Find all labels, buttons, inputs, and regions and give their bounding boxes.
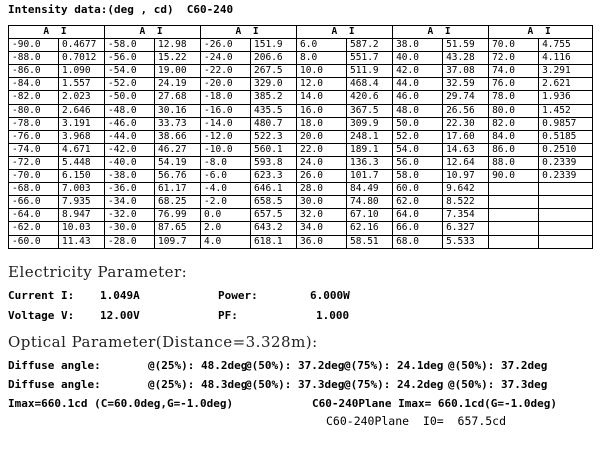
angle-cell: -10.0 — [201, 143, 251, 156]
angle-cell: 86.0 — [489, 143, 539, 156]
intensity-cell: 329.0 — [251, 78, 297, 91]
angle-cell: 30.0 — [297, 196, 347, 209]
intensity-cell: 7.935 — [59, 196, 105, 209]
table-row — [9, 156, 593, 169]
intensity-cell: 3.291 — [539, 65, 593, 78]
angle-cell: 0.0 — [201, 209, 251, 222]
intensity-cell: 593.8 — [251, 156, 297, 169]
angle-cell: -28.0 — [105, 235, 155, 248]
intensity-cell: 0.5185 — [539, 130, 593, 143]
intensity-cell — [539, 196, 593, 209]
intensity-cell: 367.5 — [347, 104, 393, 117]
intensity-heading: Intensity data:(deg , cd) C60-240 — [8, 3, 234, 16]
angle-cell: -66.0 — [9, 196, 59, 209]
column-group-header: A I — [105, 26, 201, 39]
angle-cell: 34.0 — [297, 222, 347, 235]
intensity-cell: 522.3 — [251, 130, 297, 143]
intensity-cell: 61.17 — [155, 183, 201, 196]
angle-cell — [489, 183, 539, 196]
intensity-cell: 7.003 — [59, 183, 105, 196]
intensity-cell: 189.1 — [347, 143, 393, 156]
angle-cell: 70.0 — [489, 39, 539, 52]
intensity-cell: 84.49 — [347, 183, 393, 196]
intensity-cell: 6.327 — [443, 222, 489, 235]
angle-cell: 68.0 — [393, 235, 443, 248]
intensity-cell: 4.671 — [59, 143, 105, 156]
current-value: 1.049A — [100, 289, 140, 302]
angle-cell: 90.0 — [489, 170, 539, 183]
table-row — [9, 183, 593, 196]
angle-50: @(50%): 37.3deg — [245, 378, 345, 391]
angle-cell: -4.0 — [201, 183, 251, 196]
intensity-cell: 54.19 — [155, 156, 201, 169]
intensity-cell: 8.947 — [59, 209, 105, 222]
table-row — [9, 196, 593, 209]
intensity-cell: 0.4677 — [59, 39, 105, 52]
table-row — [9, 91, 593, 104]
angle-cell: 16.0 — [297, 104, 347, 117]
angle-cell: 62.0 — [393, 196, 443, 209]
intensity-cell: 551.7 — [347, 52, 393, 65]
diffuse-angle-label: Diffuse angle: — [8, 378, 101, 391]
table-row — [9, 143, 593, 156]
angle-cell: 12.0 — [297, 78, 347, 91]
angle-cell: 20.0 — [297, 130, 347, 143]
intensity-cell: 10.97 — [443, 170, 489, 183]
intensity-cell: 51.59 — [443, 39, 489, 52]
intensity-cell: 37.08 — [443, 65, 489, 78]
intensity-cell: 46.27 — [155, 143, 201, 156]
angle-cell: -8.0 — [201, 156, 251, 169]
i0-plane: C60-240Plane I0= 657.5cd — [326, 414, 507, 428]
intensity-cell: 56.76 — [155, 170, 201, 183]
angle-cell: 78.0 — [489, 91, 539, 104]
intensity-cell: 0.2339 — [539, 170, 593, 183]
optical-title: Optical Parameter(Distance=3.328m): — [8, 333, 318, 351]
intensity-cell: 22.30 — [443, 117, 489, 130]
imax-plane: C60-240Plane Imax= 660.1cd(G=-1.0deg) — [312, 397, 558, 410]
angle-cell: 36.0 — [297, 235, 347, 248]
diffuse-angle-row — [8, 378, 598, 392]
intensity-cell: 10.03 — [59, 222, 105, 235]
angle-cell: -60.0 — [9, 235, 59, 248]
intensity-cell: 248.1 — [347, 130, 393, 143]
intensity-cell: 12.64 — [443, 156, 489, 169]
intensity-cell: 1.557 — [59, 78, 105, 91]
angle-cell: 72.0 — [489, 52, 539, 65]
angle-cell: -20.0 — [201, 78, 251, 91]
angle-cell: -82.0 — [9, 91, 59, 104]
intensity-cell: 420.6 — [347, 91, 393, 104]
intensity-cell: 68.25 — [155, 196, 201, 209]
angle-cell: 26.0 — [297, 170, 347, 183]
intensity-cell: 267.5 — [251, 65, 297, 78]
voltage-value: 12.00V — [100, 309, 140, 322]
intensity-cell: 2.646 — [59, 104, 105, 117]
intensity-cell: 14.63 — [443, 143, 489, 156]
voltage-label: Voltage V: — [8, 309, 75, 322]
angle-cell: 2.0 — [201, 222, 251, 235]
intensity-cell: 435.5 — [251, 104, 297, 117]
intensity-cell: 62.16 — [347, 222, 393, 235]
diffuse-angle-label: Diffuse angle: — [8, 359, 101, 372]
table-row — [9, 209, 593, 222]
intensity-table — [8, 25, 593, 249]
angle-cell: 66.0 — [393, 222, 443, 235]
angle-cell: 14.0 — [297, 91, 347, 104]
intensity-cell: 29.74 — [443, 91, 489, 104]
intensity-cell: 2.621 — [539, 78, 593, 91]
angle-cell: -14.0 — [201, 117, 251, 130]
intensity-cell: 26.56 — [443, 104, 489, 117]
angle-cell: 10.0 — [297, 65, 347, 78]
angle-cell: 4.0 — [201, 235, 251, 248]
angle-50b: @(50%): 37.2deg — [448, 359, 548, 372]
intensity-cell: 136.3 — [347, 156, 393, 169]
angle-cell: -16.0 — [201, 104, 251, 117]
angle-cell: -18.0 — [201, 91, 251, 104]
intensity-cell: 19.00 — [155, 65, 201, 78]
angle-cell: -26.0 — [201, 39, 251, 52]
angle-cell — [489, 222, 539, 235]
angle-cell: -44.0 — [105, 130, 155, 143]
intensity-cell: 5.448 — [59, 156, 105, 169]
angle-cell: -12.0 — [201, 130, 251, 143]
intensity-cell: 17.60 — [443, 130, 489, 143]
intensity-cell: 1.452 — [539, 104, 593, 117]
angle-cell: 8.0 — [297, 52, 347, 65]
angle-cell: 88.0 — [489, 156, 539, 169]
column-group-header: A I — [393, 26, 489, 39]
intensity-cell: 76.99 — [155, 209, 201, 222]
intensity-cell: 4.755 — [539, 39, 593, 52]
table-row — [9, 104, 593, 117]
angle-cell: -54.0 — [105, 65, 155, 78]
angle-cell: -88.0 — [9, 52, 59, 65]
intensity-cell: 657.5 — [251, 209, 297, 222]
intensity-cell: 0.9857 — [539, 117, 593, 130]
intensity-cell: 385.2 — [251, 91, 297, 104]
angle-cell: 54.0 — [393, 143, 443, 156]
angle-50: @(50%): 37.2deg — [245, 359, 345, 372]
angle-cell: 64.0 — [393, 209, 443, 222]
intensity-cell: 24.19 — [155, 78, 201, 91]
angle-cell: 60.0 — [393, 183, 443, 196]
pf-value: 1.000 — [316, 309, 350, 322]
table-row — [9, 65, 593, 78]
angle-cell: -64.0 — [9, 209, 59, 222]
table-body — [9, 39, 593, 249]
angle-cell: 56.0 — [393, 156, 443, 169]
angle-cell: 18.0 — [297, 117, 347, 130]
table-header-row — [9, 26, 593, 39]
intensity-cell: 101.7 — [347, 170, 393, 183]
angle-cell: 76.0 — [489, 78, 539, 91]
angle-cell: 6.0 — [297, 39, 347, 52]
angle-cell: -48.0 — [105, 104, 155, 117]
angle-cell: -62.0 — [9, 222, 59, 235]
intensity-cell: 587.2 — [347, 39, 393, 52]
angle-cell: 52.0 — [393, 130, 443, 143]
intensity-cell: 74.80 — [347, 196, 393, 209]
intensity-cell: 0.7012 — [59, 52, 105, 65]
electricity-title: Electricity Parameter: — [8, 263, 188, 281]
intensity-cell: 151.9 — [251, 39, 297, 52]
angle-cell: 40.0 — [393, 52, 443, 65]
table-row — [9, 130, 593, 143]
angle-cell: -56.0 — [105, 52, 155, 65]
intensity-cell: 33.73 — [155, 117, 201, 130]
column-group-header: A I — [489, 26, 593, 39]
intensity-cell: 15.22 — [155, 52, 201, 65]
angle-cell: 74.0 — [489, 65, 539, 78]
intensity-cell: 9.642 — [443, 183, 489, 196]
angle-cell: 48.0 — [393, 104, 443, 117]
angle-cell: 82.0 — [489, 117, 539, 130]
current-label: Current I: — [8, 289, 75, 302]
angle-cell: -68.0 — [9, 183, 59, 196]
angle-cell: 50.0 — [393, 117, 443, 130]
intensity-cell — [539, 235, 593, 248]
table-row — [9, 235, 593, 248]
intensity-cell — [539, 183, 593, 196]
angle-cell: -42.0 — [105, 143, 155, 156]
intensity-cell: 646.1 — [251, 183, 297, 196]
angle-cell: -70.0 — [9, 170, 59, 183]
angle-cell: -30.0 — [105, 222, 155, 235]
angle-cell: -84.0 — [9, 78, 59, 91]
intensity-cell: 309.9 — [347, 117, 393, 130]
angle-cell: 28.0 — [297, 183, 347, 196]
intensity-cell: 4.116 — [539, 52, 593, 65]
angle-cell: -86.0 — [9, 65, 59, 78]
angle-cell: 42.0 — [393, 65, 443, 78]
intensity-cell: 27.68 — [155, 91, 201, 104]
angle-cell: -2.0 — [201, 196, 251, 209]
intensity-cell: 11.43 — [59, 235, 105, 248]
power-label: Power: — [218, 289, 258, 302]
intensity-cell: 67.10 — [347, 209, 393, 222]
angle-cell: -50.0 — [105, 91, 155, 104]
angle-cell: 44.0 — [393, 78, 443, 91]
angle-cell: -72.0 — [9, 156, 59, 169]
angle-cell: 32.0 — [297, 209, 347, 222]
angle-cell: -36.0 — [105, 183, 155, 196]
intensity-cell: 468.4 — [347, 78, 393, 91]
angle-cell: -38.0 — [105, 170, 155, 183]
table-row — [9, 222, 593, 235]
intensity-cell: 58.51 — [347, 235, 393, 248]
intensity-cell: 12.98 — [155, 39, 201, 52]
table-row — [9, 170, 593, 183]
pf-label: PF: — [218, 309, 238, 322]
intensity-cell: 206.6 — [251, 52, 297, 65]
angle-cell: -32.0 — [105, 209, 155, 222]
intensity-cell: 109.7 — [155, 235, 201, 248]
table-row — [9, 117, 593, 130]
power-value: 6.000W — [310, 289, 350, 302]
angle-cell: -58.0 — [105, 39, 155, 52]
angle-cell: -40.0 — [105, 156, 155, 169]
intensity-cell: 5.533 — [443, 235, 489, 248]
intensity-cell — [539, 222, 593, 235]
table-row — [9, 78, 593, 91]
angle-cell: -52.0 — [105, 78, 155, 91]
angle-cell: -78.0 — [9, 117, 59, 130]
intensity-cell: 560.1 — [251, 143, 297, 156]
intensity-cell — [539, 209, 593, 222]
angle-50b: @(50%): 37.3deg — [448, 378, 548, 391]
intensity-cell: 480.7 — [251, 117, 297, 130]
intensity-cell: 0.2339 — [539, 156, 593, 169]
angle-cell: -90.0 — [9, 39, 59, 52]
intensity-cell: 8.522 — [443, 196, 489, 209]
angle-cell: 80.0 — [489, 104, 539, 117]
angle-cell: -76.0 — [9, 130, 59, 143]
intensity-cell: 32.59 — [443, 78, 489, 91]
intensity-cell: 2.023 — [59, 91, 105, 104]
angle-25: @(25%): 48.2deg — [148, 359, 248, 372]
intensity-cell: 6.150 — [59, 170, 105, 183]
angle-cell: 22.0 — [297, 143, 347, 156]
intensity-cell: 0.2510 — [539, 143, 593, 156]
column-group-header: A I — [9, 26, 105, 39]
angle-cell: -6.0 — [201, 170, 251, 183]
angle-cell: -74.0 — [9, 143, 59, 156]
intensity-cell: 3.968 — [59, 130, 105, 143]
angle-cell: -34.0 — [105, 196, 155, 209]
imax-left: Imax=660.1cd (C=60.0deg,G=-1.0deg) — [8, 397, 234, 410]
angle-cell: 84.0 — [489, 130, 539, 143]
angle-cell: 24.0 — [297, 156, 347, 169]
intensity-cell: 623.3 — [251, 170, 297, 183]
angle-cell: -24.0 — [201, 52, 251, 65]
angle-cell — [489, 196, 539, 209]
angle-25: @(25%): 48.3deg — [148, 378, 248, 391]
intensity-cell: 7.354 — [443, 209, 489, 222]
intensity-cell: 87.65 — [155, 222, 201, 235]
angle-cell: 38.0 — [393, 39, 443, 52]
intensity-cell: 30.16 — [155, 104, 201, 117]
angle-cell: -80.0 — [9, 104, 59, 117]
intensity-cell: 658.5 — [251, 196, 297, 209]
angle-75: @(75%): 24.2deg — [344, 378, 444, 391]
table-row — [9, 39, 593, 52]
intensity-cell: 511.9 — [347, 65, 393, 78]
angle-cell — [489, 209, 539, 222]
angle-cell: -22.0 — [201, 65, 251, 78]
angle-75: @(75%): 24.1deg — [344, 359, 444, 372]
column-group-header: A I — [297, 26, 393, 39]
intensity-cell: 618.1 — [251, 235, 297, 248]
intensity-cell: 43.28 — [443, 52, 489, 65]
angle-cell: -46.0 — [105, 117, 155, 130]
intensity-cell: 1.090 — [59, 65, 105, 78]
intensity-cell: 38.66 — [155, 130, 201, 143]
column-group-header: A I — [201, 26, 297, 39]
intensity-cell: 1.936 — [539, 91, 593, 104]
table-row — [9, 52, 593, 65]
angle-cell: 58.0 — [393, 170, 443, 183]
intensity-cell: 3.191 — [59, 117, 105, 130]
angle-cell: 46.0 — [393, 91, 443, 104]
diffuse-angle-row — [8, 359, 598, 373]
intensity-cell: 643.2 — [251, 222, 297, 235]
angle-cell — [489, 235, 539, 248]
